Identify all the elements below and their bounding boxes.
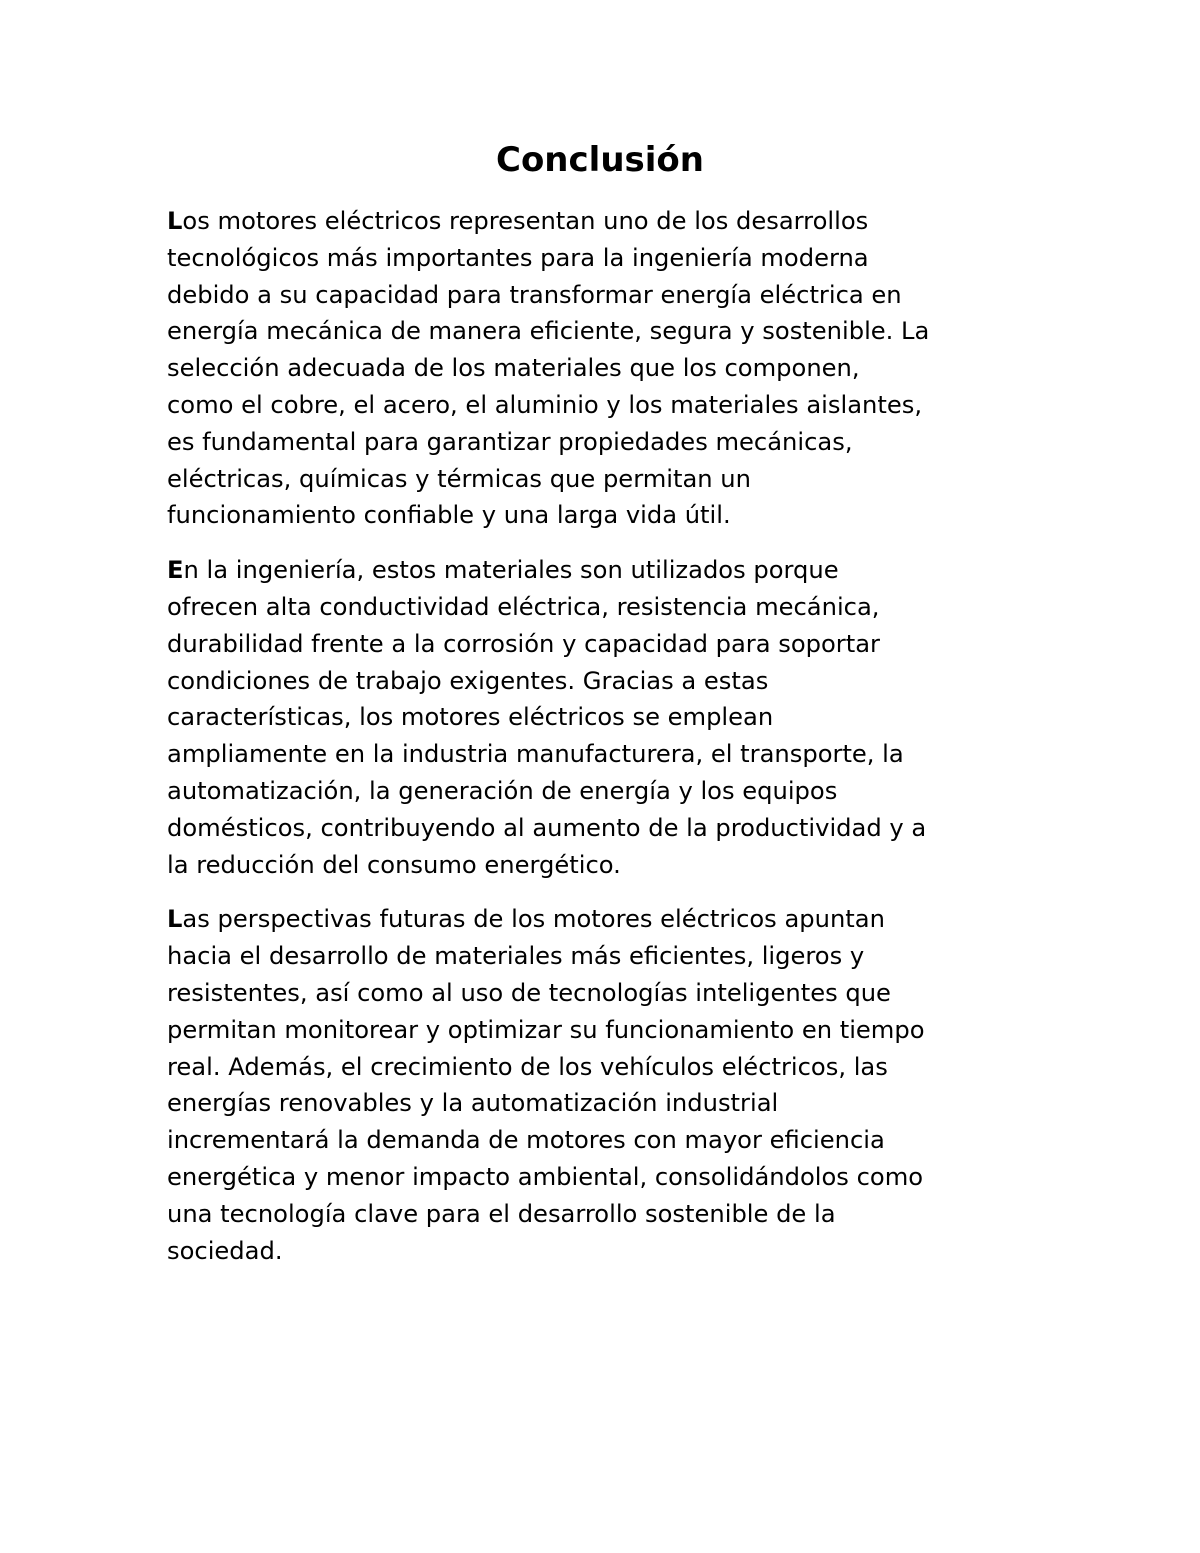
paragraph-initial: E <box>167 556 184 585</box>
paragraph-line: debido a su capacidad para transformar energía eléctrica en <box>167 280 902 309</box>
paragraph-line: funcionamiento confiable y una larga vida útil. <box>167 501 731 530</box>
paragraph-line: automatización, la generación de energía y los equipos <box>167 776 838 805</box>
paragraph-3 <box>167 901 1047 1269</box>
paragraph-line: la reducción del consumo energético. <box>167 850 621 879</box>
paragraph-1 <box>167 203 1047 534</box>
paragraph-line: una tecnología clave para el desarrollo sostenible de la <box>167 1199 836 1228</box>
paragraph-line: En la ingeniería, estos materiales son utilizados porque <box>167 556 839 585</box>
paragraph-line: como el cobre, el acero, el aluminio y los materiales aislantes, <box>167 390 923 419</box>
paragraph-line: Los motores eléctricos representan uno de los desarrollos <box>167 207 869 235</box>
paragraph-2 <box>167 552 1047 883</box>
paragraph-line: características, los motores eléctricos se emplean <box>167 703 774 732</box>
page-title: Conclusión <box>496 140 704 180</box>
paragraph-line: domésticos, contribuyendo al aumento de la productividad y a <box>167 813 927 842</box>
paragraph-line: ofrecen alta conductividad eléctrica, resistencia mecánica, <box>167 592 880 621</box>
paragraph-line: Las perspectivas futuras de los motores eléctricos apuntan <box>167 905 885 934</box>
paragraph-line: sociedad. <box>167 1236 283 1265</box>
paragraph-line: incrementará la demanda de motores con mayor eficiencia <box>167 1126 885 1155</box>
paragraph-line: energética y menor impacto ambiental, consolidándolos como <box>167 1162 924 1191</box>
paragraph-line: ampliamente en la industria manufacturera, el transporte, la <box>167 740 904 769</box>
paragraph-line: condiciones de trabajo exigentes. Gracias a estas <box>167 666 769 695</box>
paragraph-initial: L <box>167 207 183 235</box>
paragraph-line: real. Además, el crecimiento de los vehículos eléctricos, las <box>167 1052 888 1081</box>
paragraph-line: eléctricas, químicas y térmicas que permitan un <box>167 464 751 493</box>
paragraph-line: resistentes, así como al uso de tecnologías inteligentes que <box>167 978 891 1007</box>
document-body <box>167 203 1047 1287</box>
paragraph-line: hacia el desarrollo de materiales más eficientes, ligeros y <box>167 942 865 971</box>
paragraph-line: selección adecuada de los materiales que los componen, <box>167 354 860 383</box>
paragraph-initial: L <box>167 905 183 934</box>
paragraph-line: energías renovables y la automatización industrial <box>167 1089 779 1118</box>
paragraph-line: energía mecánica de manera eficiente, segura y sostenible. La <box>167 317 930 346</box>
paragraph-line: permitan monitorear y optimizar su funcionamiento en tiempo <box>167 1015 925 1044</box>
paragraph-line: tecnológicos más importantes para la ingeniería moderna <box>167 243 869 272</box>
paragraph-line: durabilidad frente a la corrosión y capacidad para soportar <box>167 629 880 658</box>
paragraph-line: es fundamental para garantizar propiedades mecánicas, <box>167 427 853 456</box>
